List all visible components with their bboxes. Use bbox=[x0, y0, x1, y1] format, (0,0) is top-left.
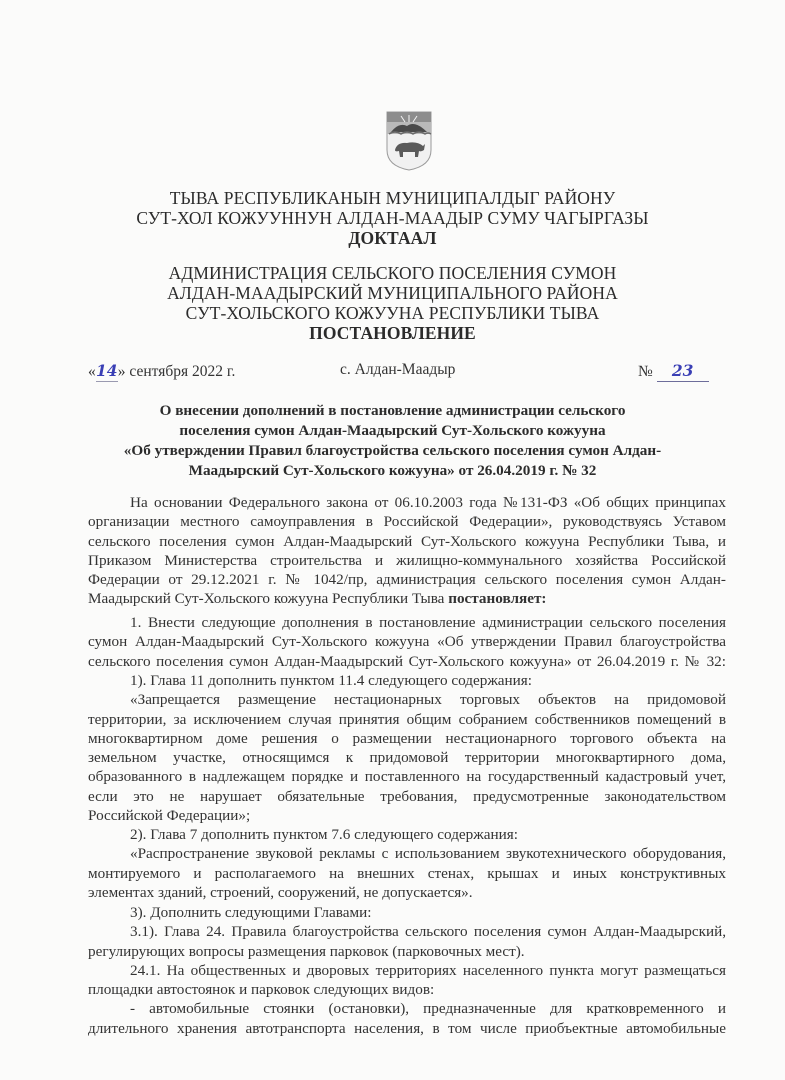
quote-line: образованного в надлежащем порядке и поставленного на государственный кадастровый учет, bbox=[88, 768, 726, 786]
document-place: с. Алдан-Маадыр bbox=[340, 361, 456, 378]
subitem-2-quote bbox=[88, 844, 726, 902]
date-day-handwritten: 14 bbox=[95, 361, 118, 380]
preamble-line: Федерации от 29.12.2021 г. № 1042/пр, администрация сельского поселения сумон Алдан- bbox=[88, 571, 726, 589]
quote-line: территории, за исключением случая принятия общим собранием собственников помещений в bbox=[88, 710, 726, 728]
item-1-paragraph bbox=[88, 613, 726, 671]
header-russian-line2: АЛДАН-МААДЫРСКИЙ МУНИЦИПАЛЬНОГО РАЙОНА bbox=[167, 283, 618, 303]
quote-line: Российской Федерации»; bbox=[88, 807, 251, 825]
header-russian-line1: АДМИНИСТРАЦИЯ СЕЛЬСКОГО ПОСЕЛЕНИЯ СУМОН bbox=[168, 263, 617, 283]
bullet-line: длительного хранения автотранспорта населения, в том числе приобъектные автомобильные bbox=[88, 1019, 726, 1037]
header-tuvan-line1: ТЫВА РЕСПУБЛИКАНЫН МУНИЦИПАЛДЫГ РАЙОНУ bbox=[169, 188, 616, 208]
preamble-line: На основании Федерального закона от 06.10.2003 года №131-ФЗ «Об общих принципах bbox=[130, 494, 726, 511]
title-line: поселения сумон Алдан-Маадырский Сут-Хольского кожууна bbox=[179, 422, 606, 439]
preamble-line: Приказом Министерства строительства и жилищно-коммунального хозяйства Российской bbox=[88, 551, 726, 569]
title-line: Маадырский Сут-Хольского кожууна» от 26.04.2019 г. № 32 bbox=[188, 462, 597, 479]
document-number bbox=[638, 361, 709, 382]
chapter-24-heading bbox=[88, 922, 726, 961]
chapter-line: 3.1). Глава 24. Правила благоустройства сельского поселения сумон Алдан-Маадырский, bbox=[130, 923, 726, 941]
header-russian bbox=[0, 263, 785, 343]
paragraph-24-1-line: площадки автостоянок и парковок следующих видов: bbox=[88, 981, 435, 999]
date-close-quote: » bbox=[117, 363, 126, 380]
subitem-2 bbox=[88, 825, 726, 902]
document-date bbox=[88, 361, 235, 382]
bullet-line: - автомобильные стоянки (остановки), предназначенные для кратковременного и bbox=[130, 1000, 726, 1018]
preamble-paragraph bbox=[88, 493, 726, 609]
quote-line: если это не нарушает обязательные требования, предусмотренные законодательством bbox=[88, 787, 726, 805]
chapter-line: регулирующих вопросы размещения парковок (парковочных мест). bbox=[88, 942, 525, 960]
title-line: «Об утверждении Правил благоустройства сельского поселения сумон Алдан- bbox=[123, 442, 662, 459]
quote-line: многоквартирном доме решения о размещении нестационарного торгового объекта на bbox=[88, 729, 726, 747]
paragraph-24-1-line: 24.1. На общественных и дворовых территориях населенного пункта могут размещаться bbox=[130, 961, 726, 979]
header-tuvan bbox=[0, 188, 785, 248]
title-line: О внесении дополнений в постановление администрации сельского bbox=[159, 402, 626, 419]
quote-line: «Запрещается размещение нестационарных торговых объектов на придомовой bbox=[130, 691, 726, 709]
number-label: № bbox=[638, 363, 653, 380]
quote-line: элементах зданий, строений, сооружений, не допускается». bbox=[88, 883, 473, 901]
subitem-1-heading: 1). Глава 11 дополнить пунктом 11.4 следующего содержания: bbox=[130, 672, 533, 689]
quote-line: земельном участке, относящимся к придомовой территории многоквартирного дома, bbox=[88, 749, 726, 767]
date-month-year: сентября 2022 г. bbox=[129, 363, 236, 380]
subitem-3-heading: 3). Дополнить следующими Главами: bbox=[130, 904, 372, 921]
resolves-word: постановляет: bbox=[448, 590, 547, 608]
subitem-1 bbox=[88, 671, 726, 825]
number-handwritten: 23 bbox=[671, 361, 694, 380]
header-tuvan-line2: СУТ-ХОЛ КОЖУУННУН АЛДАН-МААДЫР СУМУ ЧАГЫРГАЗЫ bbox=[136, 208, 649, 228]
item-1-line: сумон Алдан-Маадырский Сут-Хольского кожууна «Об утверждении Правил благоустройства bbox=[88, 633, 726, 651]
preamble-line-last bbox=[88, 589, 726, 608]
document-title bbox=[0, 401, 785, 481]
item-1-line: сельского поселения сумон Алдан-Маадырский Сут-Хольского кожууна» от 26.04.2019 г. № 32: bbox=[88, 652, 726, 670]
header-tuvan-doctype: ДОКТААЛ bbox=[348, 228, 437, 248]
quote-line: «Распространение звуковой рекламы с использованием звукотехнического оборудования, bbox=[130, 845, 726, 863]
preamble-line: сельского поселения сумон Алдан-Маадырский Сут-Хольского кожууна Республики Тыва, и bbox=[88, 532, 726, 550]
coat-of-arms-emblem bbox=[385, 110, 433, 172]
item-1-line: 1. Внести следующие дополнения в постановление администрации сельского поселения bbox=[130, 614, 726, 631]
quote-line: монтируемого и располагаемого на внешних стенах, крышах и иных конструктивных bbox=[88, 864, 726, 882]
date-open-quote: « bbox=[88, 363, 96, 380]
preamble-line-text: Маадырский Сут-Хольского кожууна Республики Тыва bbox=[88, 590, 445, 608]
header-russian-line3: СУТ-ХОЛЬСКОГО КОЖУУНА РЕСПУБЛИКИ ТЫВА bbox=[185, 303, 600, 323]
subitem-1-quote bbox=[88, 690, 726, 825]
subitem-3 bbox=[88, 903, 726, 1038]
header-russian-doctype: ПОСТАНОВЛЕНИЕ bbox=[309, 323, 476, 343]
subitem-2-heading: 2). Глава 7 дополнить пунктом 7.6 следующего содержания: bbox=[130, 826, 518, 843]
preamble-line: организации местного самоуправления в Российской Федерации», руководствуясь Уставом bbox=[88, 513, 726, 531]
